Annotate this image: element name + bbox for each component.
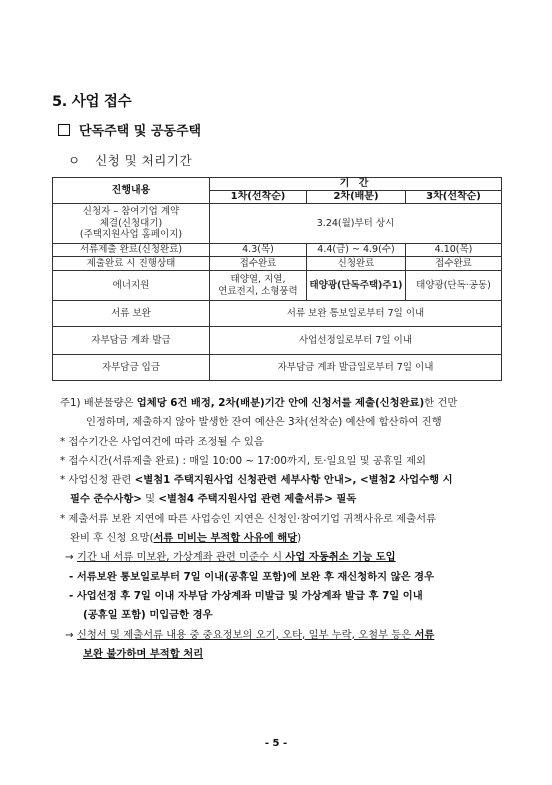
arrow-marker: → [65, 551, 77, 564]
schedule-table [52, 177, 502, 381]
note-text: 기간 내 서류 미보완, 가상계좌 관련 미준수 시 [76, 551, 286, 564]
row-label: 서류제출 완료(신청완료) [53, 244, 210, 257]
note-line [60, 529, 508, 548]
row-label: 자부담금 입금 [53, 355, 210, 381]
header-phase-2: 2차(배분) [307, 191, 406, 204]
note-line [60, 433, 508, 452]
table-row [53, 271, 502, 301]
note-text: * 접수기간은 사업여건에 따라 조정될 수 있음 [60, 435, 264, 448]
note-emphasis: 서류 [414, 628, 435, 641]
bullet-marker: ㅇ [68, 153, 81, 168]
note-text: 및 [141, 493, 159, 506]
header-phase-3: 3차(선착순) [406, 191, 502, 204]
table-row [53, 244, 502, 257]
row-cell: 접수완료 [210, 257, 307, 271]
page-number: - 5 - [264, 738, 288, 749]
row-merged-value: 3.24(월)부터 상시 [210, 204, 502, 244]
header-period: 기 간 [210, 178, 502, 191]
row-cell: 4.4(금) ~ 4.9(수) [307, 244, 406, 257]
arrow-marker: → [65, 628, 77, 641]
row-label: 자부담금 계좌 발급 [53, 327, 210, 355]
note-text: * 제출서류 보완 지연에 따른 사업승인 지연은 신청인·참여기업 귀책사유로 제출서류 [60, 512, 437, 525]
section-title: 5. 사업 접수 [52, 94, 132, 110]
note-emphasis: 업체당 6건 배정, 2차(배분)기간 안에 신청서를 제출(신청완료) [136, 397, 425, 409]
note-emphasis: - 사업선정 후 7일 이내 자부담 가상계좌 미발급 및 가상계좌 발급 후 7일 이내 [69, 589, 423, 602]
header-progress: 진행내용 [53, 178, 210, 204]
note-emphasis: 서류 미비는 부적합 사유에 해당 [153, 532, 298, 545]
note-text: 완비 후 신청 요망( [70, 532, 154, 545]
note-line [60, 452, 508, 471]
row-merged-value: 서류 보완 통보일로부터 7일 이내 [210, 301, 502, 327]
row-cell: 태양열, 지열, 연료전지, 소형풍력 [210, 271, 307, 301]
note-emphasis: (공휴일 포함) 미입금한 경우 [83, 609, 213, 622]
notes-block [60, 394, 508, 664]
note-line [60, 510, 508, 529]
row-label: 신청자 – 참여기업 계약 체결(신청대기) (주택지원사업 홈페이지) [53, 204, 210, 244]
note-text: 신청서 및 제출서류 내용 중 중요정보의 오기, 오타, 일부 누락, 오첨부 등은 [76, 628, 415, 641]
bullet-text: 신청 및 처리기간 [95, 153, 193, 168]
table-header-row [53, 178, 502, 191]
note-line [60, 394, 508, 413]
table-row [53, 355, 502, 381]
note-line [60, 471, 508, 490]
note-text: 주1) 배분물량은 [60, 397, 137, 409]
note-text: 한 건만 [424, 397, 458, 409]
note-line [60, 645, 508, 664]
note-line [60, 548, 508, 567]
row-label: 에너지원 [53, 271, 210, 301]
note-emphasis: - 서류보완 통보일로부터 7일 이내(공휴일 포함)에 보완 후 재신청하지 않은 경우 [69, 570, 435, 583]
row-merged-value: 사업선정일로부터 7일 이내 [210, 327, 502, 355]
header-phase-1: 1차(선착순) [210, 191, 307, 204]
row-cell: 4.3(목) [210, 244, 307, 257]
note-emphasis: 보완 불가하며 부적합 처리 [83, 647, 204, 660]
note-line [60, 587, 508, 606]
note-line [60, 606, 508, 625]
note-line [60, 568, 508, 587]
checkbox-square-icon [58, 124, 70, 136]
table-row [53, 257, 502, 271]
row-cell: 태양광(단독·공동) [406, 271, 502, 301]
table-row [53, 204, 502, 244]
row-label: 제출완료 시 진행상태 [53, 257, 210, 271]
note-text: * 접수시간(서류제출 완료) : 매일 10:00 ~ 17:00까지, 토·일요일 및 공휴일 제외 [60, 454, 426, 467]
note-emphasis: <별첨1 주택지원사업 신청관련 세부사항 안내>, <별첨2 사업수행 시 [134, 474, 453, 487]
note-text: ) [297, 532, 302, 545]
table-row [53, 327, 502, 355]
note-emphasis: 필독 [332, 493, 357, 506]
table-row [53, 301, 502, 327]
note-line [60, 413, 508, 432]
subsection-heading [58, 120, 201, 139]
note-emphasis: 필수 준수사항> [70, 493, 142, 506]
note-emphasis: 사업 자동취소 기능 도입 [285, 551, 396, 564]
row-cell: 4.10(목) [406, 244, 502, 257]
note-emphasis: <별첨4 주택지원사업 관련 제출서류> [158, 493, 333, 506]
row-cell: 태양광(단독주택)주1) [307, 271, 406, 301]
note-text: 인정하며, 제출하지 않아 발생한 잔여 예산은 3차(선착순) 예산에 합산하여 진행 [86, 416, 442, 429]
row-cell: 접수완료 [406, 257, 502, 271]
row-cell: 신청완료 [307, 257, 406, 271]
row-label: 서류 보완 [53, 301, 210, 327]
note-line [60, 490, 508, 509]
note-text: * 사업신청 관련 [60, 474, 135, 487]
row-merged-value: 자부담금 계좌 발급일로부터 7일 이내 [210, 355, 502, 381]
subsection-title: 단독주택 및 공동주택 [79, 124, 202, 139]
note-line [60, 626, 508, 645]
bullet-line [68, 151, 192, 169]
